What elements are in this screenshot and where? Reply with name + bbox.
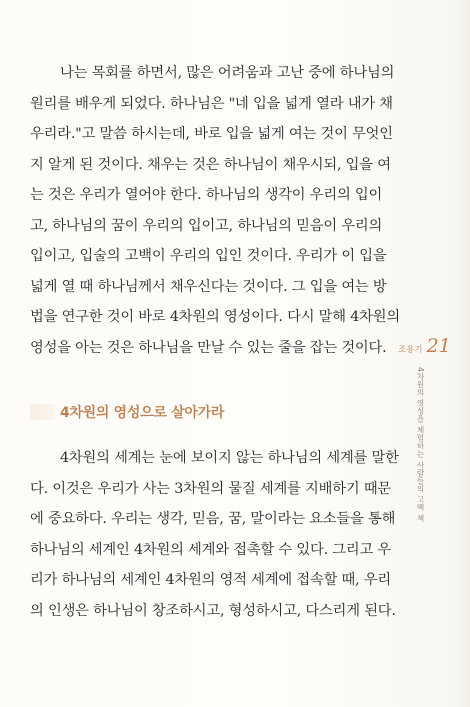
text-line: 는 것은 우리가 열어야 한다. 하나님의 생각이 우리의 입이 (30, 187, 383, 203)
text-line: 4차원의 세계는 눈에 보이지 않는 하나님의 세계를 말한 (60, 450, 399, 466)
text-line: 에 중요하다. 우리는 생각, 믿음, 꿈, 말이라는 요소들을 통해 (30, 511, 396, 527)
author-label: 조용기 (398, 345, 423, 355)
text-line: 나는 목회를 하면서, 많은 어려움과 고난 중에 하나님의 (60, 65, 395, 81)
page-gutter-shadow (456, 0, 470, 707)
page-number: 21 (426, 335, 451, 357)
text-line: 영성을 아는 것은 하나님을 만날 수 있는 줄을 잡는 것이다. (30, 339, 387, 356)
text-line: 의 인생은 하나님이 창조하시고, 형성하시고, 다스리게 된다. (30, 602, 396, 619)
section-heading: 4차원의 영성으로 살아가라 (60, 405, 225, 421)
text-line: 법을 연구한 것이 바로 4차원의 영성이다. 다시 말해 4차원의 (30, 309, 400, 325)
text-line: 우리라."고 말씀 하시는데, 바로 입을 넓게 여는 것이 무엇인 (30, 126, 393, 142)
text-line: 다. 이것은 우리가 사는 3차원의 물질 세계를 지배하기 때문 (30, 480, 392, 497)
body-paragraph-1 (30, 58, 400, 363)
text-line: 하나님의 세계인 4차원의 세계와 접촉할 수 있다. 그리고 우 (30, 541, 392, 558)
text-line: 고, 하나님의 꿈이 우리의 입이고, 하나님의 믿음이 우리의 (30, 217, 383, 234)
heading-highlight (30, 404, 55, 420)
text-line: 리가 하나님의 세계인 4차원의 영적 세계에 접속할 때, 우리 (30, 572, 392, 588)
text-line: 지 알게 된 것이다. 채우는 것은 하나님이 채우시되, 입을 여 (30, 156, 391, 173)
text-line: 원리를 배우게 되었다. 하나님은 "네 입을 넓게 열라 내가 채 (30, 95, 393, 112)
body-paragraph-2 (30, 443, 399, 626)
text-line: 넓게 열 때 하나님께서 채우신다는 것이다. 그 입을 여는 방 (30, 278, 387, 295)
running-head: 4차원의 영성을 체험하는 사람들의 고백 책 (416, 367, 425, 523)
text-line: 입이고, 입술의 고백이 우리의 입인 것이다. 우리가 이 입을 (30, 248, 387, 264)
page-folio (398, 335, 451, 357)
